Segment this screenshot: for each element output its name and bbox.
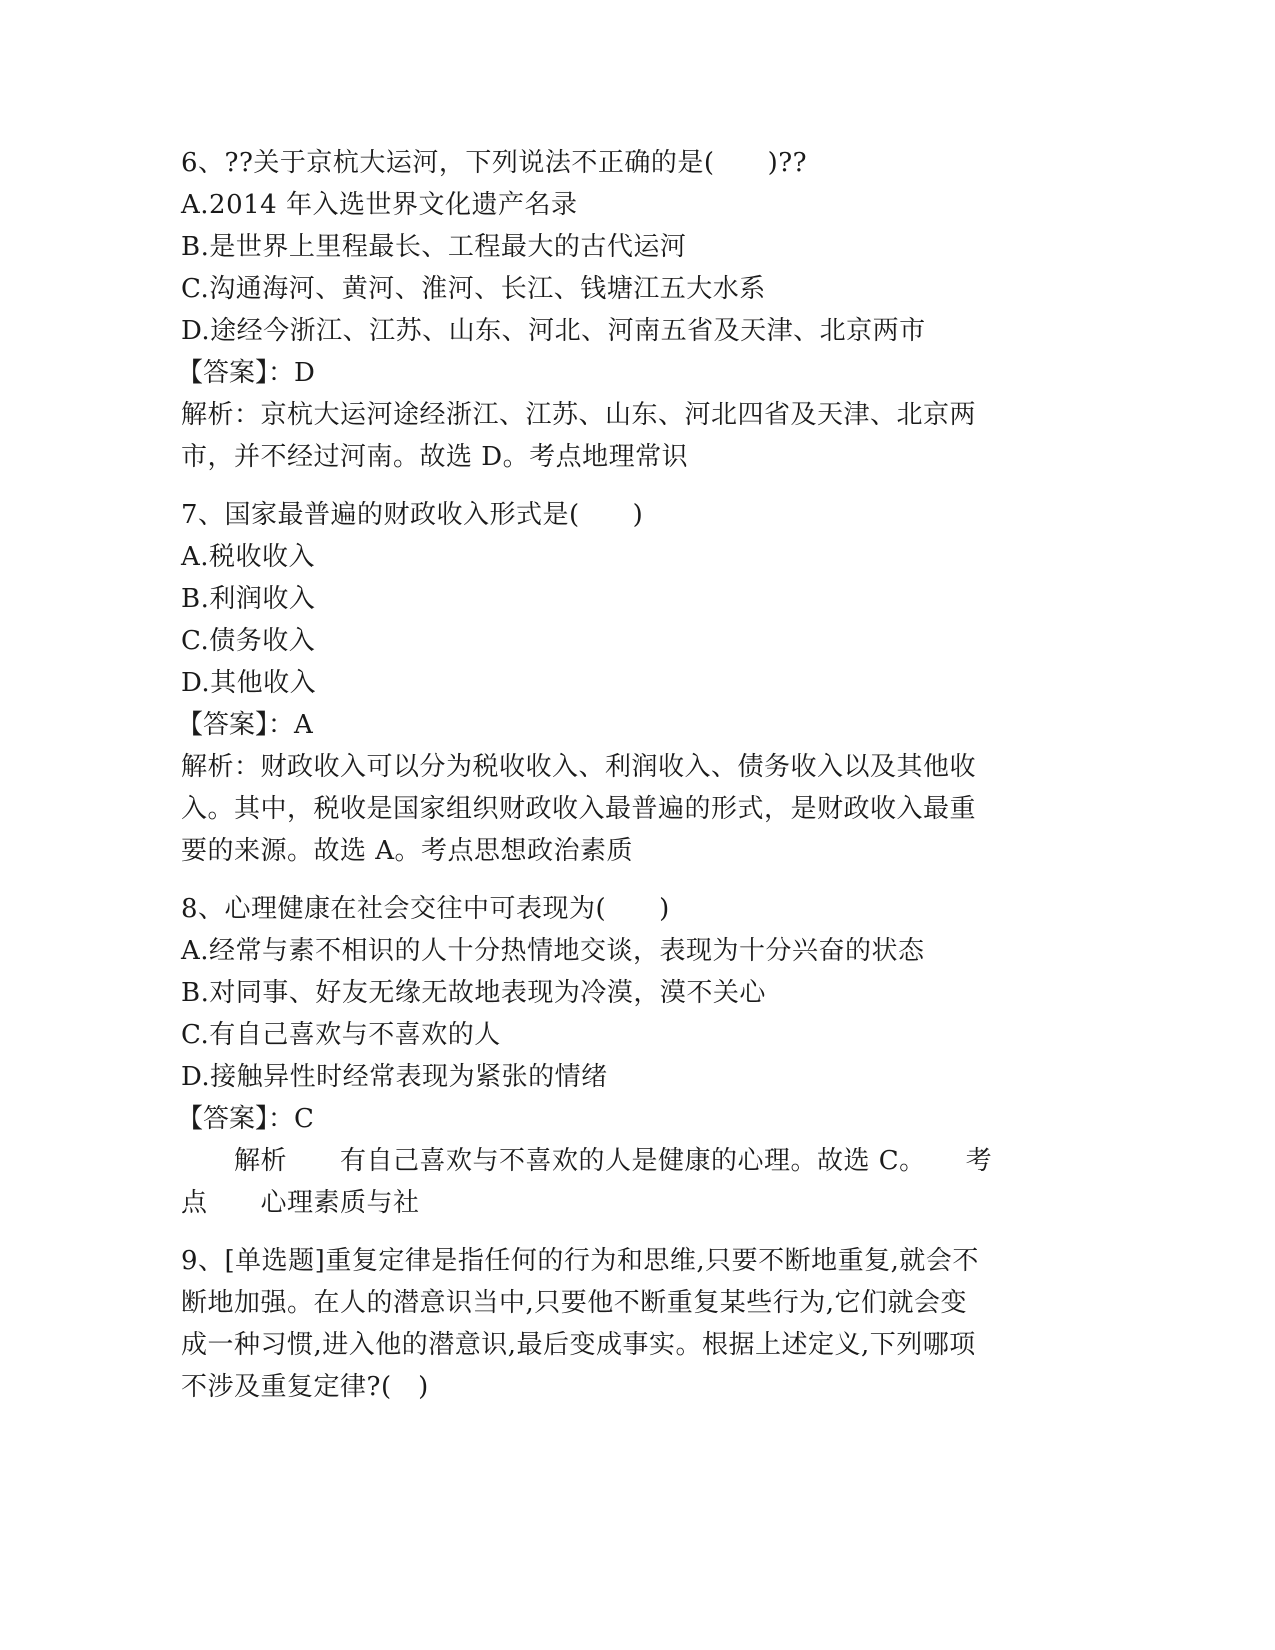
explanation-line: 解析 有自己喜欢与不喜欢的人是健康的心理。故选 C。 考 (181, 1146, 993, 1176)
option-b: B.利润收入 (181, 584, 316, 614)
question-stem: 6、??关于京杭大运河，下列说法不正确的是( )?? (181, 148, 808, 178)
option-a: A.2014 年入选世界文化遗产名录 (181, 190, 578, 220)
question-stem: 7、国家最普遍的财政收入形式是( ) (181, 500, 644, 530)
explanation-line: 解析：京杭大运河途经浙江、江苏、山东、河北四省及天津、北京两 (181, 400, 977, 430)
question-stem-line: 9、[单选题]重复定律是指任何的行为和思维,只要不断地重复,就会不 (181, 1246, 979, 1276)
explanation-line: 入。其中，税收是国家组织财政收入最普遍的形式，是财政收入最重 (181, 794, 977, 824)
answer-label: 【答案】：D (177, 358, 315, 388)
question-9 (181, 1240, 1081, 1408)
explanation-line: 要的来源。故选 A。考点思想政治素质 (181, 836, 634, 866)
explanation-line: 解析：财政收入可以分为税收收入、利润收入、债务收入以及其他收 (181, 752, 977, 782)
option-b: B.对同事、好友无缘无故地表现为冷漠，漠不关心 (181, 978, 766, 1008)
option-a: A.经常与素不相识的人十分热情地交谈，表现为十分兴奋的状态 (181, 936, 925, 966)
answer-label: 【答案】：A (177, 710, 313, 740)
option-c: C.有自己喜欢与不喜欢的人 (181, 1020, 501, 1050)
answer-label: 【答案】：C (177, 1104, 314, 1134)
option-d: D.其他收入 (181, 668, 317, 698)
question-stem-line: 成一种习惯,进入他的潜意识,最后变成事实。根据上述定义,下列哪项 (181, 1330, 976, 1360)
explanation-line: 市，并不经过河南。故选 D。考点地理常识 (181, 442, 689, 472)
explanation-line: 点 心理素质与社 (181, 1188, 420, 1218)
option-a: A.税收收入 (181, 542, 316, 572)
question-6 (177, 142, 1081, 478)
question-8 (177, 888, 1081, 1224)
option-d: D.途经今浙江、江苏、山东、河北、河南五省及天津、北京两市 (181, 316, 926, 346)
question-stem: 8、心理健康在社会交往中可表现为( ) (181, 894, 670, 924)
option-d: D.接触异性时经常表现为紧张的情绪 (181, 1062, 608, 1092)
option-c: C.沟通海河、黄河、淮河、长江、钱塘江五大水系 (181, 274, 766, 304)
option-b: B.是世界上里程最长、工程最大的古代运河 (181, 232, 687, 262)
question-stem-line: 断地加强。在人的潜意识当中,只要他不断重复某些行为,它们就会变 (181, 1288, 968, 1318)
option-c: C.债务收入 (181, 626, 316, 656)
document-page (177, 142, 1081, 1422)
question-7 (177, 494, 1081, 872)
question-stem-line: 不涉及重复定律?( ) (181, 1372, 429, 1402)
